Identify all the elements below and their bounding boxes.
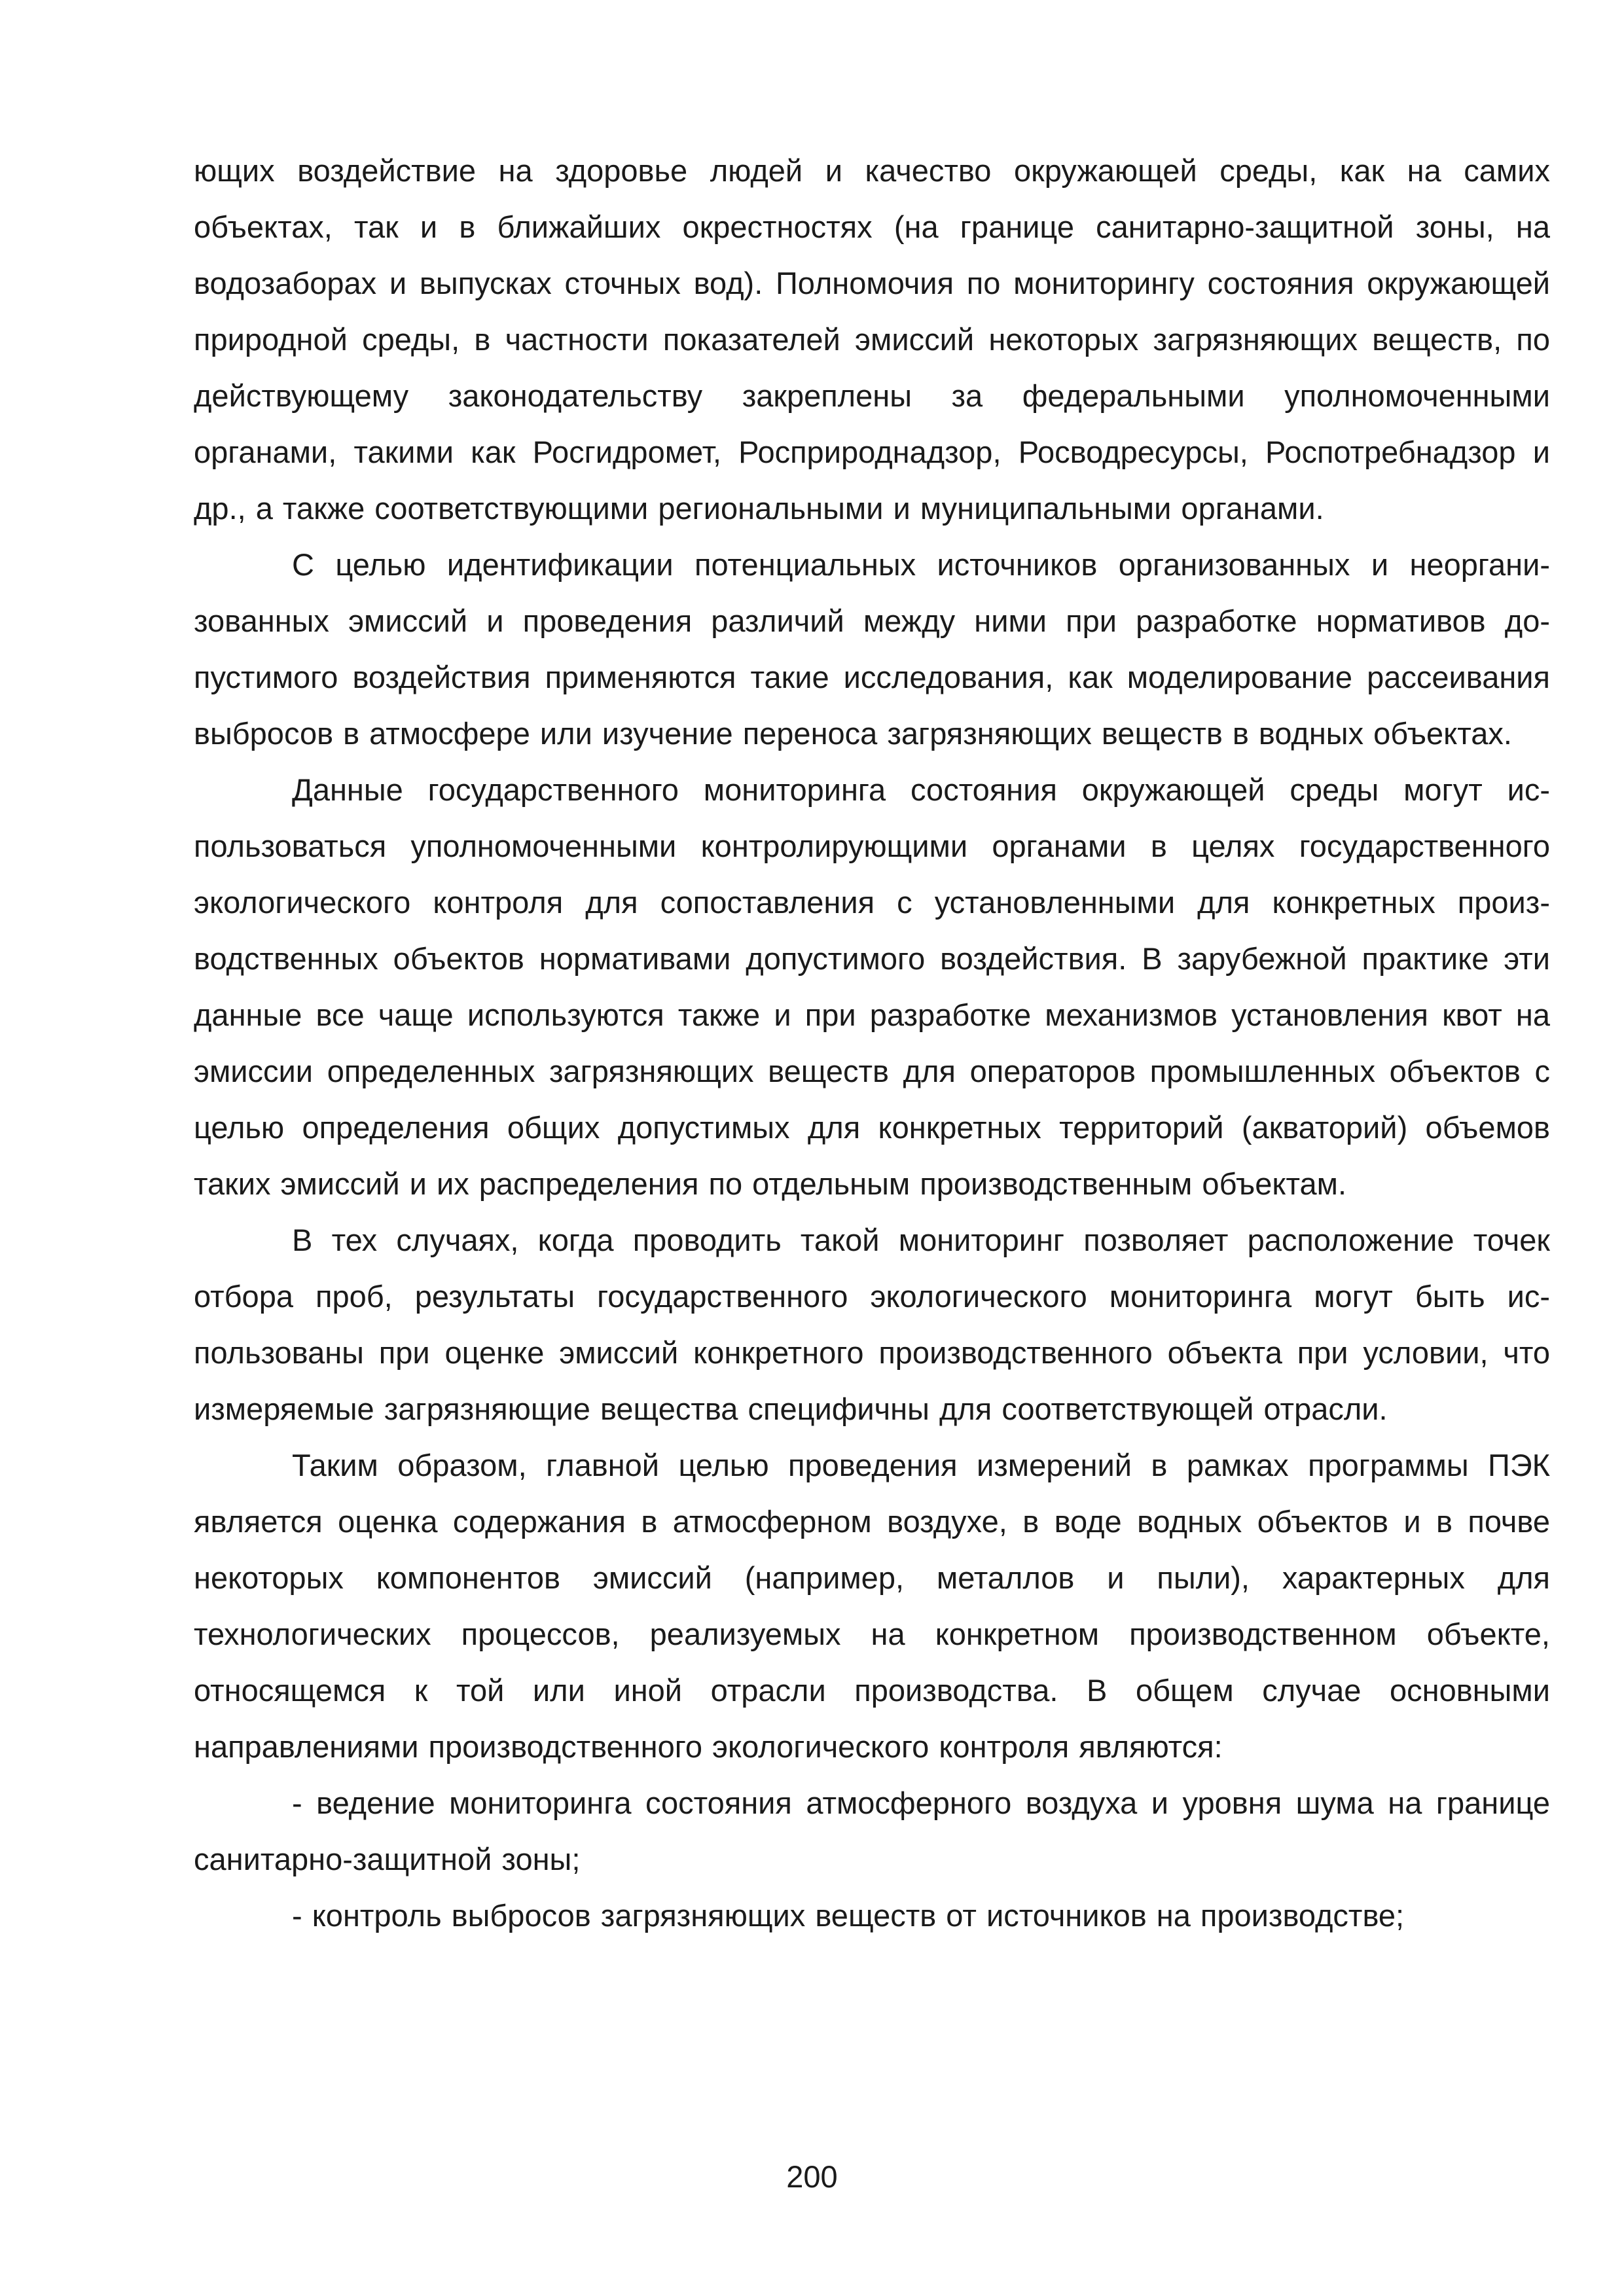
page-number: 200: [786, 2159, 838, 2194]
paragraph-sampling-points: В тех случаях, когда проводить такой мониторинг позволяет расположение точек отбора проб, результаты государственного экологического мониторинга могут быть использованы при оценке эмиссий конкретного производственного объекта при условии, что измеряемые загрязняющие вещества специфичны для соответствующей отрасли.: [194, 1223, 1550, 1426]
paragraph-pek-goal: Таким образом, главной целью проведения измерений в рамках программы ПЭК является оценка содержания в атмосферном воздухе, в воде водных объектов и в почве некоторых компонентов эмиссий (например, металлов и пыли), характерных для технологических процессов, реализуемых на конкретном производственном объекте, относящемся к той или иной отрасли производства. В общем случае основными направлениями производственного экологического контроля являются:: [194, 1448, 1550, 1764]
list-item-air-noise-monitoring: - ведение мониторинга состояния атмосферного воздуха и уровня шума на границе санитарно-защитной зоны;: [194, 1785, 1550, 1876]
document-body: [194, 143, 1550, 1944]
paragraph-monitoring-authorities: ющих воздействие на здоровье людей и качество окружающей среды, как на самих объектах, так и в ближайших окрестностях (на границе санитарно-защитной зоны, на водозаборах и выпусках сточных вод). Полномочия по мониторингу состояния окружающей природной среды, в частности показателей эмиссий некоторых загрязняющих веществ, по действующему законодательству закреплены за федеральными уполномоченными органами, такими как Росгидромет, Росприроднадзор, Росводресурсы, Роспотребнадзор и др., а также соответствующими региональными и муниципальными органами.: [194, 153, 1550, 526]
paragraph-state-monitoring-data: Данные государственного мониторинга состояния окружающей среды могут использоваться уполномоченными контролирующими органами в целях государственного экологического контроля для сопоставления с установленными для конкретных производственных объектов нормативами допустимого воздействия. В зарубежной практике эти данные все чаще используются также и при разработке механизмов установления квот на эмиссии определенных загрязняющих веществ для операторов промышленных объектов с целью определения общих допустимых для конкретных территорий (акваторий) объемов таких эмиссий и их распределения по отдельным производственным объектам.: [194, 772, 1550, 1201]
paragraph-emission-sources: С целью идентификации потенциальных источников организованных и неорганизованных эмиссий и проведения различий между ними при разработке нормативов допустимого воздействия применяются такие исследования, как моделирование рассеивания выбросов в атмосфере или изучение переноса загрязняющих веществ в водных объектах.: [194, 547, 1550, 751]
list-item-emission-control: - контроль выбросов загрязняющих веществ от источников на производстве;: [292, 1898, 1405, 1933]
